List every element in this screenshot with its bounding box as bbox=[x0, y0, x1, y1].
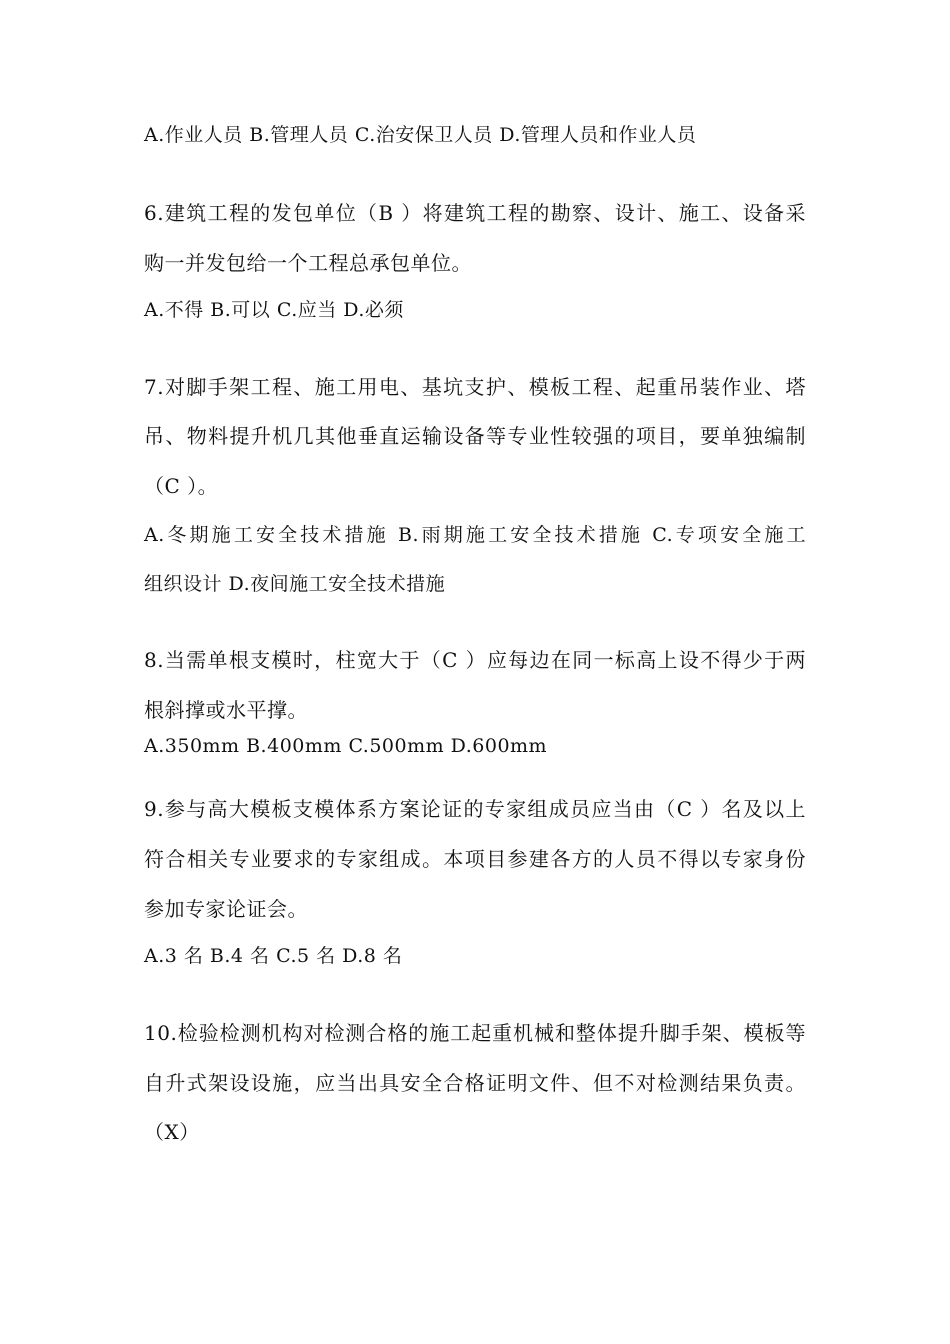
q7-options-line2: 组织设计 D.夜间施工安全技术措施 bbox=[144, 573, 446, 595]
q5-options: A.作业人员 B.管理人员 C.治安保卫人员 D.管理人员和作业人员 bbox=[144, 124, 697, 146]
q7-options-line1: A.冬期施工安全技术措施 B.雨期施工安全技术措施 C.专项安全施工 bbox=[144, 524, 806, 546]
q6-options: A.不得 B.可以 C.应当 D.必须 bbox=[144, 299, 404, 321]
q8-text-line2: 根斜撑或水平撑。 bbox=[144, 698, 308, 722]
q6-text-line1: 6.建筑工程的发包单位（B ）将建筑工程的勘察、设计、施工、设备采 bbox=[144, 201, 806, 225]
q9-text-line1: 9.参与高大模板支模体系方案论证的专家组成员应当由（C ）名及以上 bbox=[144, 797, 806, 821]
q9-text-line2: 符合相关专业要求的专家组成。本项目参建各方的人员不得以专家身份 bbox=[144, 847, 806, 871]
q9-options: A.3 名 B.4 名 C.5 名 D.8 名 bbox=[144, 945, 403, 967]
q7-text-line2: 吊、物料提升机几其他垂直运输设备等专业性较强的项目，要单独编制 bbox=[144, 424, 806, 448]
q7-text-line1: 7.对脚手架工程、施工用电、基坑支护、模板工程、起重吊装作业、塔 bbox=[144, 375, 806, 399]
q7-text-line3: （C ）。 bbox=[144, 474, 219, 498]
q10-text-line1: 10.检验检测机构对检测合格的施工起重机械和整体提升脚手架、模板等 bbox=[144, 1021, 806, 1045]
q8-text-line1: 8.当需单根支模时，柱宽大于（C ）应每边在同一标高上设不得少于两 bbox=[144, 648, 806, 672]
q9-text-line3: 参加专家论证会。 bbox=[144, 897, 308, 921]
q8-options: A.350mm B.400mm C.500mm D.600mm bbox=[144, 735, 548, 757]
q6-text-line2: 购一并发包给一个工程总承包单位。 bbox=[144, 251, 472, 275]
q10-text-line2: 自升式架设设施，应当出具安全合格证明文件、但不对检测结果负责。 bbox=[144, 1071, 806, 1095]
q10-answer: （X） bbox=[144, 1120, 200, 1144]
